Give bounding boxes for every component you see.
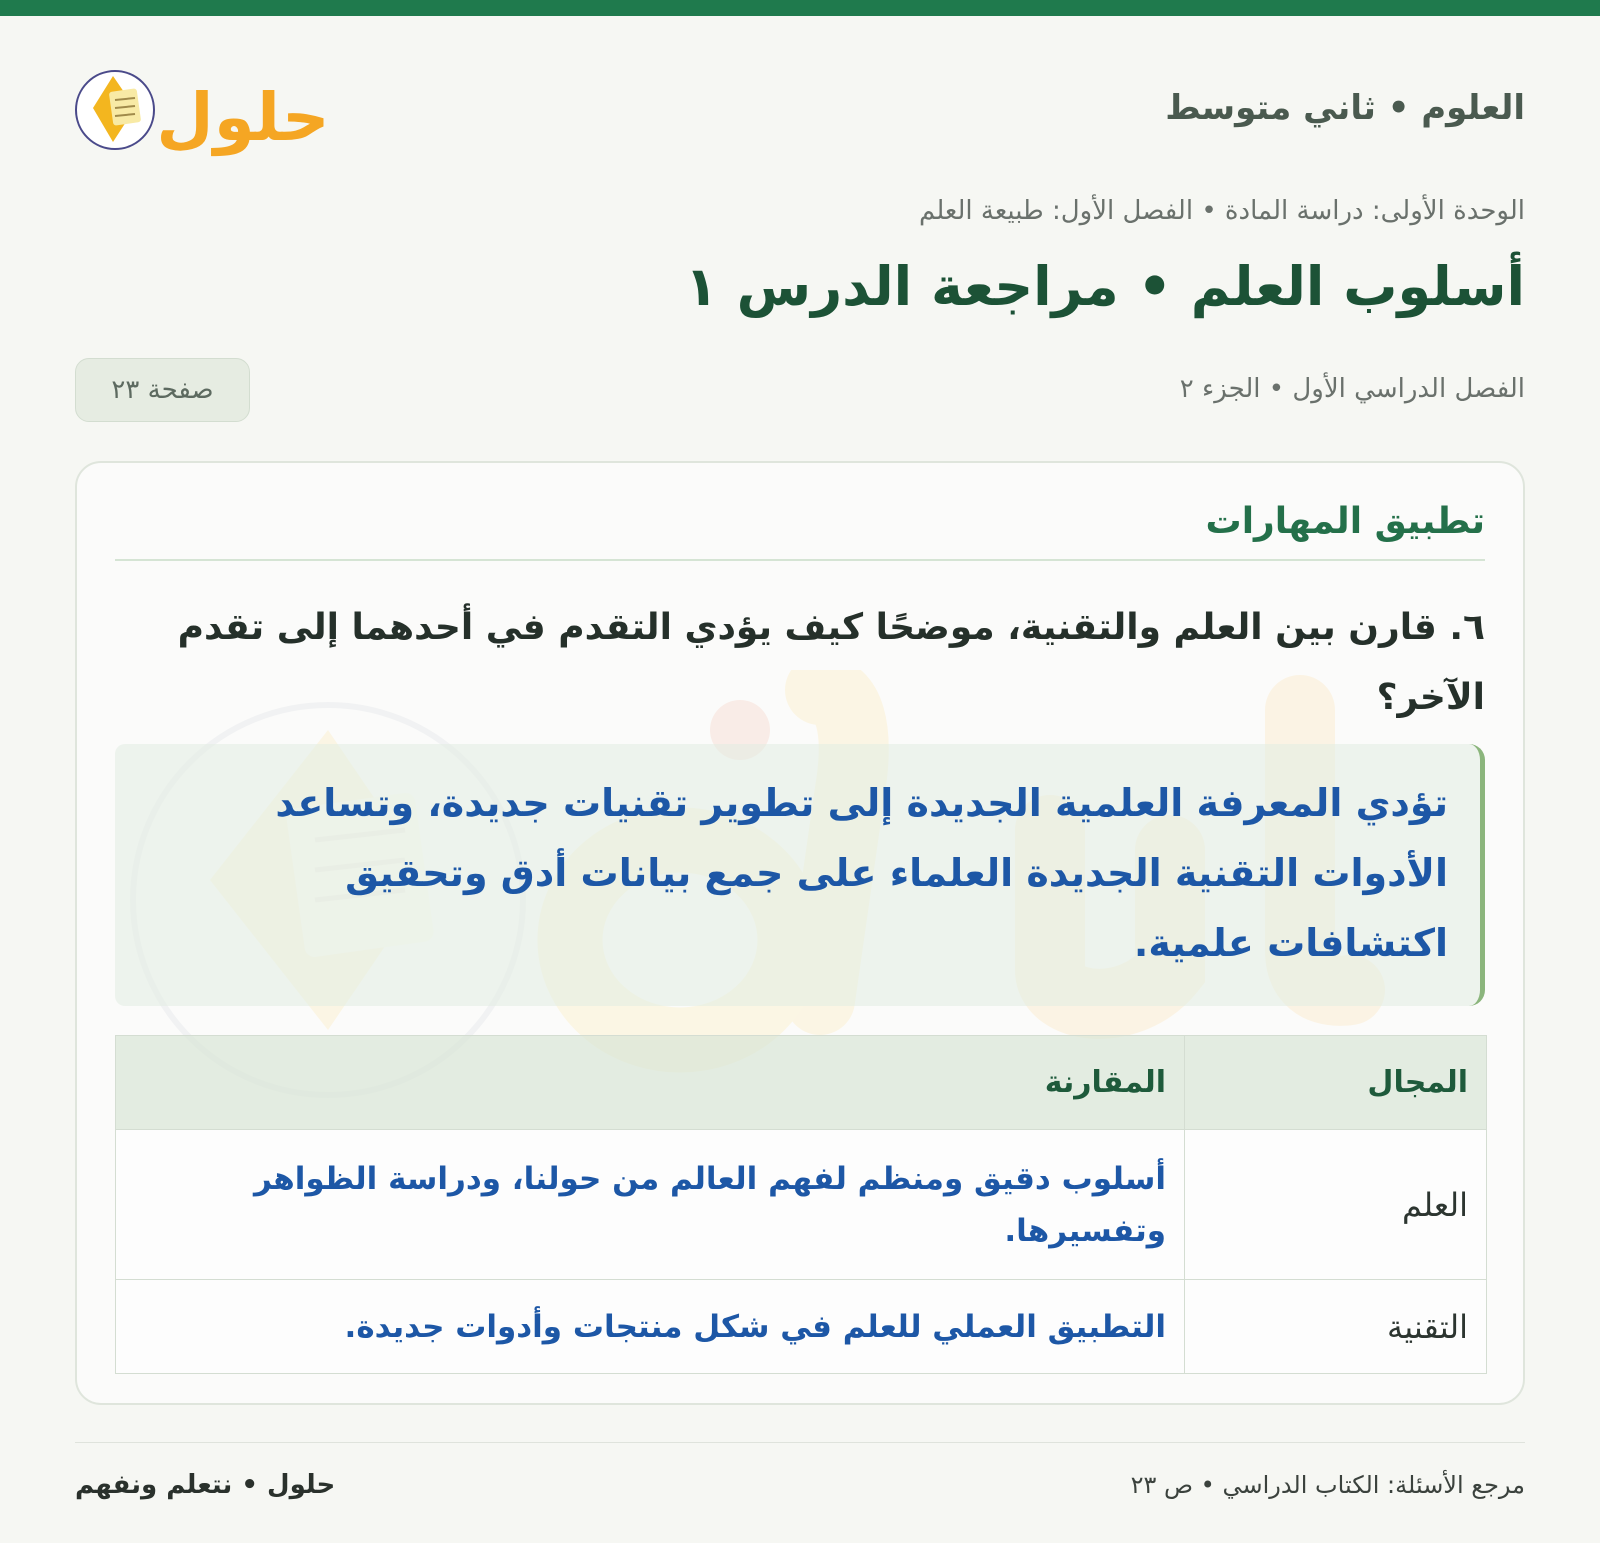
- field-cell: التقنية: [1185, 1280, 1487, 1374]
- field-cell: العلم: [1185, 1130, 1487, 1280]
- meta-row: [75, 358, 1525, 424]
- table-row: [116, 1280, 1487, 1374]
- subject-title: العلوم • ثاني متوسط: [1165, 88, 1525, 128]
- question-text: ٦. قارن بين العلم والتقنية، موضحًا كيف يؤدي التقدم في أحدهما إلى تقدم الآخر؟: [177, 607, 1485, 718]
- svg-text:حلول: حلول: [156, 79, 330, 156]
- comparison-cell: أسلوب دقيق ومنظم لفهم العالم من حولنا، ودراسة الظواهر وتفسيرها.: [116, 1130, 1185, 1280]
- header-field: المجال: [1185, 1036, 1487, 1130]
- top-accent-bar: [0, 0, 1600, 16]
- footer-reference: مرجع الأسئلة: الكتاب الدراسي • ص ٢٣: [1130, 1471, 1525, 1499]
- comparison-table: [115, 1035, 1487, 1374]
- table-header-row: [116, 1036, 1487, 1130]
- answer-box: [115, 744, 1485, 1006]
- page-badge: صفحة ٢٣: [75, 358, 250, 422]
- section-divider: [115, 559, 1485, 561]
- brand-logo[interactable]: [75, 52, 335, 162]
- term-info: الفصل الدراسي الأول • الجزء ٢: [1179, 374, 1525, 404]
- breadcrumb: الوحدة الأولى: دراسة المادة • الفصل الأول: طبيعة العلم: [919, 196, 1525, 226]
- footer-brand: حلول • نتعلم ونفهم: [75, 1470, 336, 1500]
- page-header: [75, 52, 1525, 162]
- comparison-cell: التطبيق العملي للعلم في شكل منتجات وأدوات جديدة.: [116, 1280, 1185, 1374]
- section-heading: تطبيق المهارات: [1205, 501, 1485, 542]
- footer-divider: [75, 1442, 1525, 1443]
- answer-text: تؤدي المعرفة العلمية الجديدة إلى تطوير تقنيات جديدة، وتساعد الأدوات التقنية الجديدة العلماء على جمع بيانات أدق وتحقيق اكتشافات علمية.: [275, 781, 1448, 965]
- page-title: أسلوب العلم • مراجعة الدرس ١: [684, 255, 1525, 318]
- header-comparison: المقارنة: [116, 1036, 1185, 1130]
- table-row: [116, 1130, 1487, 1280]
- skills-card: [75, 461, 1525, 1405]
